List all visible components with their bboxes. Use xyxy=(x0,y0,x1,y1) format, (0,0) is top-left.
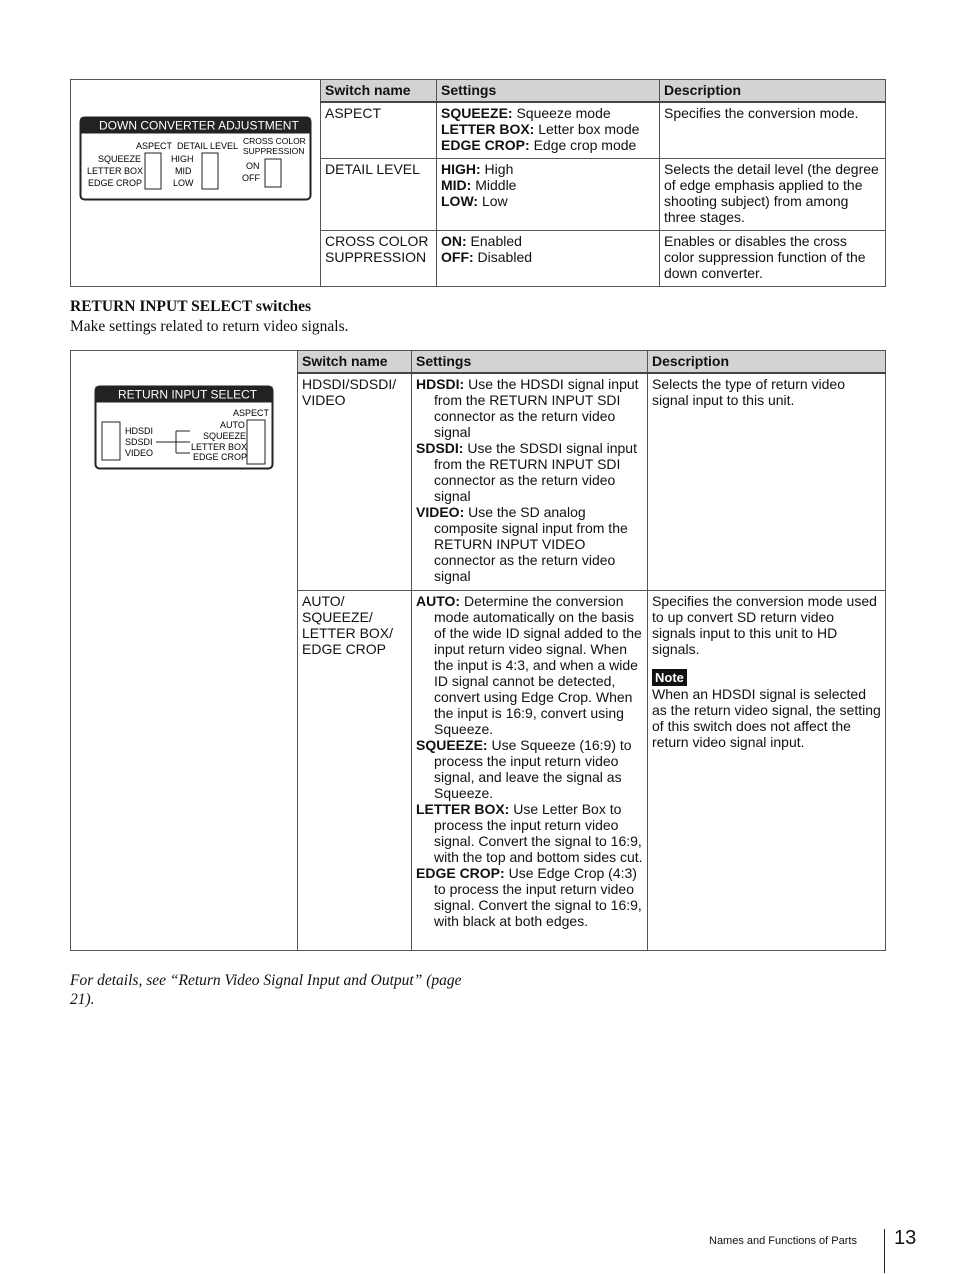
cross-reference-note: For details, see “Return Video Signal Input and Output” (page 21). xyxy=(70,972,462,1008)
section-title: RETURN INPUT SELECT switches xyxy=(70,298,312,315)
panel-label-aspect: ASPECT xyxy=(136,141,173,151)
panel-label-squeeze: SQUEEZE xyxy=(203,431,247,441)
return-input-figure-cell xyxy=(71,351,298,951)
footer-section-label: Names and Functions of Parts xyxy=(709,1235,857,1247)
panel-label-auto: AUTO xyxy=(220,420,245,430)
panel-title: DOWN CONVERTER ADJUSTMENT xyxy=(99,118,299,133)
section-description: Make settings related to return video signals. xyxy=(70,318,349,335)
setting-item: HDSDI: Use the HDSDI signal input from the RETURN INPUT SDI connector as the return video signal xyxy=(416,376,639,440)
panel-label-aspect: ASPECT xyxy=(233,408,270,418)
panel-label-squeeze: SQUEEZE xyxy=(98,154,142,164)
setting-item: OFF: Disabled xyxy=(441,248,533,265)
col-header-switch-name: Switch name xyxy=(298,351,412,374)
note-badge: Note xyxy=(652,669,687,686)
panel-label-edgecrop: EDGE CROP xyxy=(193,452,248,462)
panel-label-low: LOW xyxy=(173,178,194,188)
settings-cell xyxy=(412,590,648,950)
setting-item: EDGE CROP: Use Edge Crop (4:3) to process the input return video signal. Convert the signal to 16:9, with black at both edges. xyxy=(416,864,642,929)
panel-label-cross1: CROSS COLOR xyxy=(243,136,306,146)
panel-label-off: OFF xyxy=(242,173,260,183)
aspect-switch xyxy=(247,420,265,464)
setting-item: HIGH: High xyxy=(441,160,514,177)
description-cell xyxy=(648,590,886,950)
description-cell: Specifies the conversion mode. xyxy=(660,102,886,158)
col-header-switch-name: Switch name xyxy=(321,80,437,103)
panel-label-mid: MID xyxy=(175,166,192,176)
setting-item: MID: Middle xyxy=(441,176,517,193)
col-header-description: Description xyxy=(660,80,886,103)
panel-label-video: VIDEO xyxy=(125,448,154,458)
setting-item: EDGE CROP: Edge crop mode xyxy=(441,137,637,153)
panel-label-cross2: SUPPRESSION xyxy=(243,146,305,156)
switch-name: CROSS COLOR SUPPRESSION xyxy=(321,230,437,286)
return-input-select-table xyxy=(70,350,886,951)
page-number: 13 xyxy=(894,1227,917,1249)
cross-color-switch xyxy=(265,159,281,187)
note-text: When an HDSDI signal is selected as the return video signal, the setting of this switch does not affect the return video signal input. xyxy=(652,685,881,750)
switch-name: HDSDI/SDSDI/ VIDEO xyxy=(298,373,412,590)
setting-item: LETTER BOX: Use Letter Box to process the input return video signal. Convert the signal to 16:9, with the top and bottom sides cut. xyxy=(416,800,643,865)
col-header-settings: Settings xyxy=(412,351,648,374)
panel-label-high: HIGH xyxy=(171,154,194,164)
panel-title: RETURN INPUT SELECT xyxy=(118,387,258,402)
description-cell: Selects the detail level (the degree of edge emphasis applied to the shooting subject) from among three stages. xyxy=(660,158,886,230)
setting-item: SQUEEZE: Use Squeeze (16:9) to process the input return video signal, and leave the signal as Squeeze. xyxy=(416,736,632,801)
hdsdi-switch xyxy=(102,422,120,460)
setting-item: ON: Enabled xyxy=(441,232,522,249)
description-text: Specifies the conversion mode used to up convert SD return video signals input to this unit to HD signals. xyxy=(652,592,877,657)
setting-item: SDSDI: Use the SDSDI signal input from the RETURN INPUT SDI connector as the return video signal xyxy=(416,440,637,504)
switch-name: DETAIL LEVEL xyxy=(321,158,437,230)
setting-item: AUTO: Determine the conversion mode automatically on the basis of the wide ID signal added to the input return video signal. When the input is 4:3, and when a wide ID signal cannot be detected, convert using Edge Crop. When the input is 16:9, convert using Squeeze. xyxy=(416,592,642,737)
settings-cell xyxy=(412,373,648,590)
settings-cell xyxy=(437,158,660,230)
panel-label-sdsdi: SDSDI xyxy=(125,437,153,447)
col-header-settings: Settings xyxy=(437,80,660,103)
switch-name: AUTO/ SQUEEZE/ LETTER BOX/ EDGE CROP xyxy=(298,590,412,950)
description-cell: Selects the type of return video signal input to this unit. xyxy=(648,373,886,590)
panel-label-edgecrop: EDGE CROP xyxy=(88,178,143,188)
down-converter-figure-cell xyxy=(71,80,321,287)
return-input-panel-figure xyxy=(94,385,279,475)
panel-label-letterbox: LETTER BOX xyxy=(87,166,144,176)
panel-label-letterbox: LETTER BOX xyxy=(191,442,248,452)
col-header-description: Description xyxy=(648,351,886,374)
detail-switch xyxy=(202,153,218,189)
setting-item: VIDEO: Use the SD analog composite signal input from the RETURN INPUT VIDEO connector as the return video signal xyxy=(416,504,628,584)
down-converter-table xyxy=(70,79,886,287)
panel-label-hdsdi: HDSDI xyxy=(125,426,154,436)
aspect-switch xyxy=(145,153,161,189)
setting-item: LETTER BOX: Letter box mode xyxy=(441,121,640,137)
settings-cell xyxy=(437,230,660,286)
switch-name: ASPECT xyxy=(321,102,437,158)
down-converter-panel-figure xyxy=(79,116,319,206)
description-cell: Enables or disables the cross color suppression function of the down converter. xyxy=(660,230,886,286)
panel-label-detail: DETAIL LEVEL xyxy=(177,141,239,151)
settings-cell xyxy=(437,102,660,158)
setting-item: SQUEEZE: Squeeze mode xyxy=(441,105,611,121)
footer-divider xyxy=(884,1229,885,1273)
panel-label-on: ON xyxy=(246,161,260,171)
setting-item: LOW: Low xyxy=(441,192,508,209)
